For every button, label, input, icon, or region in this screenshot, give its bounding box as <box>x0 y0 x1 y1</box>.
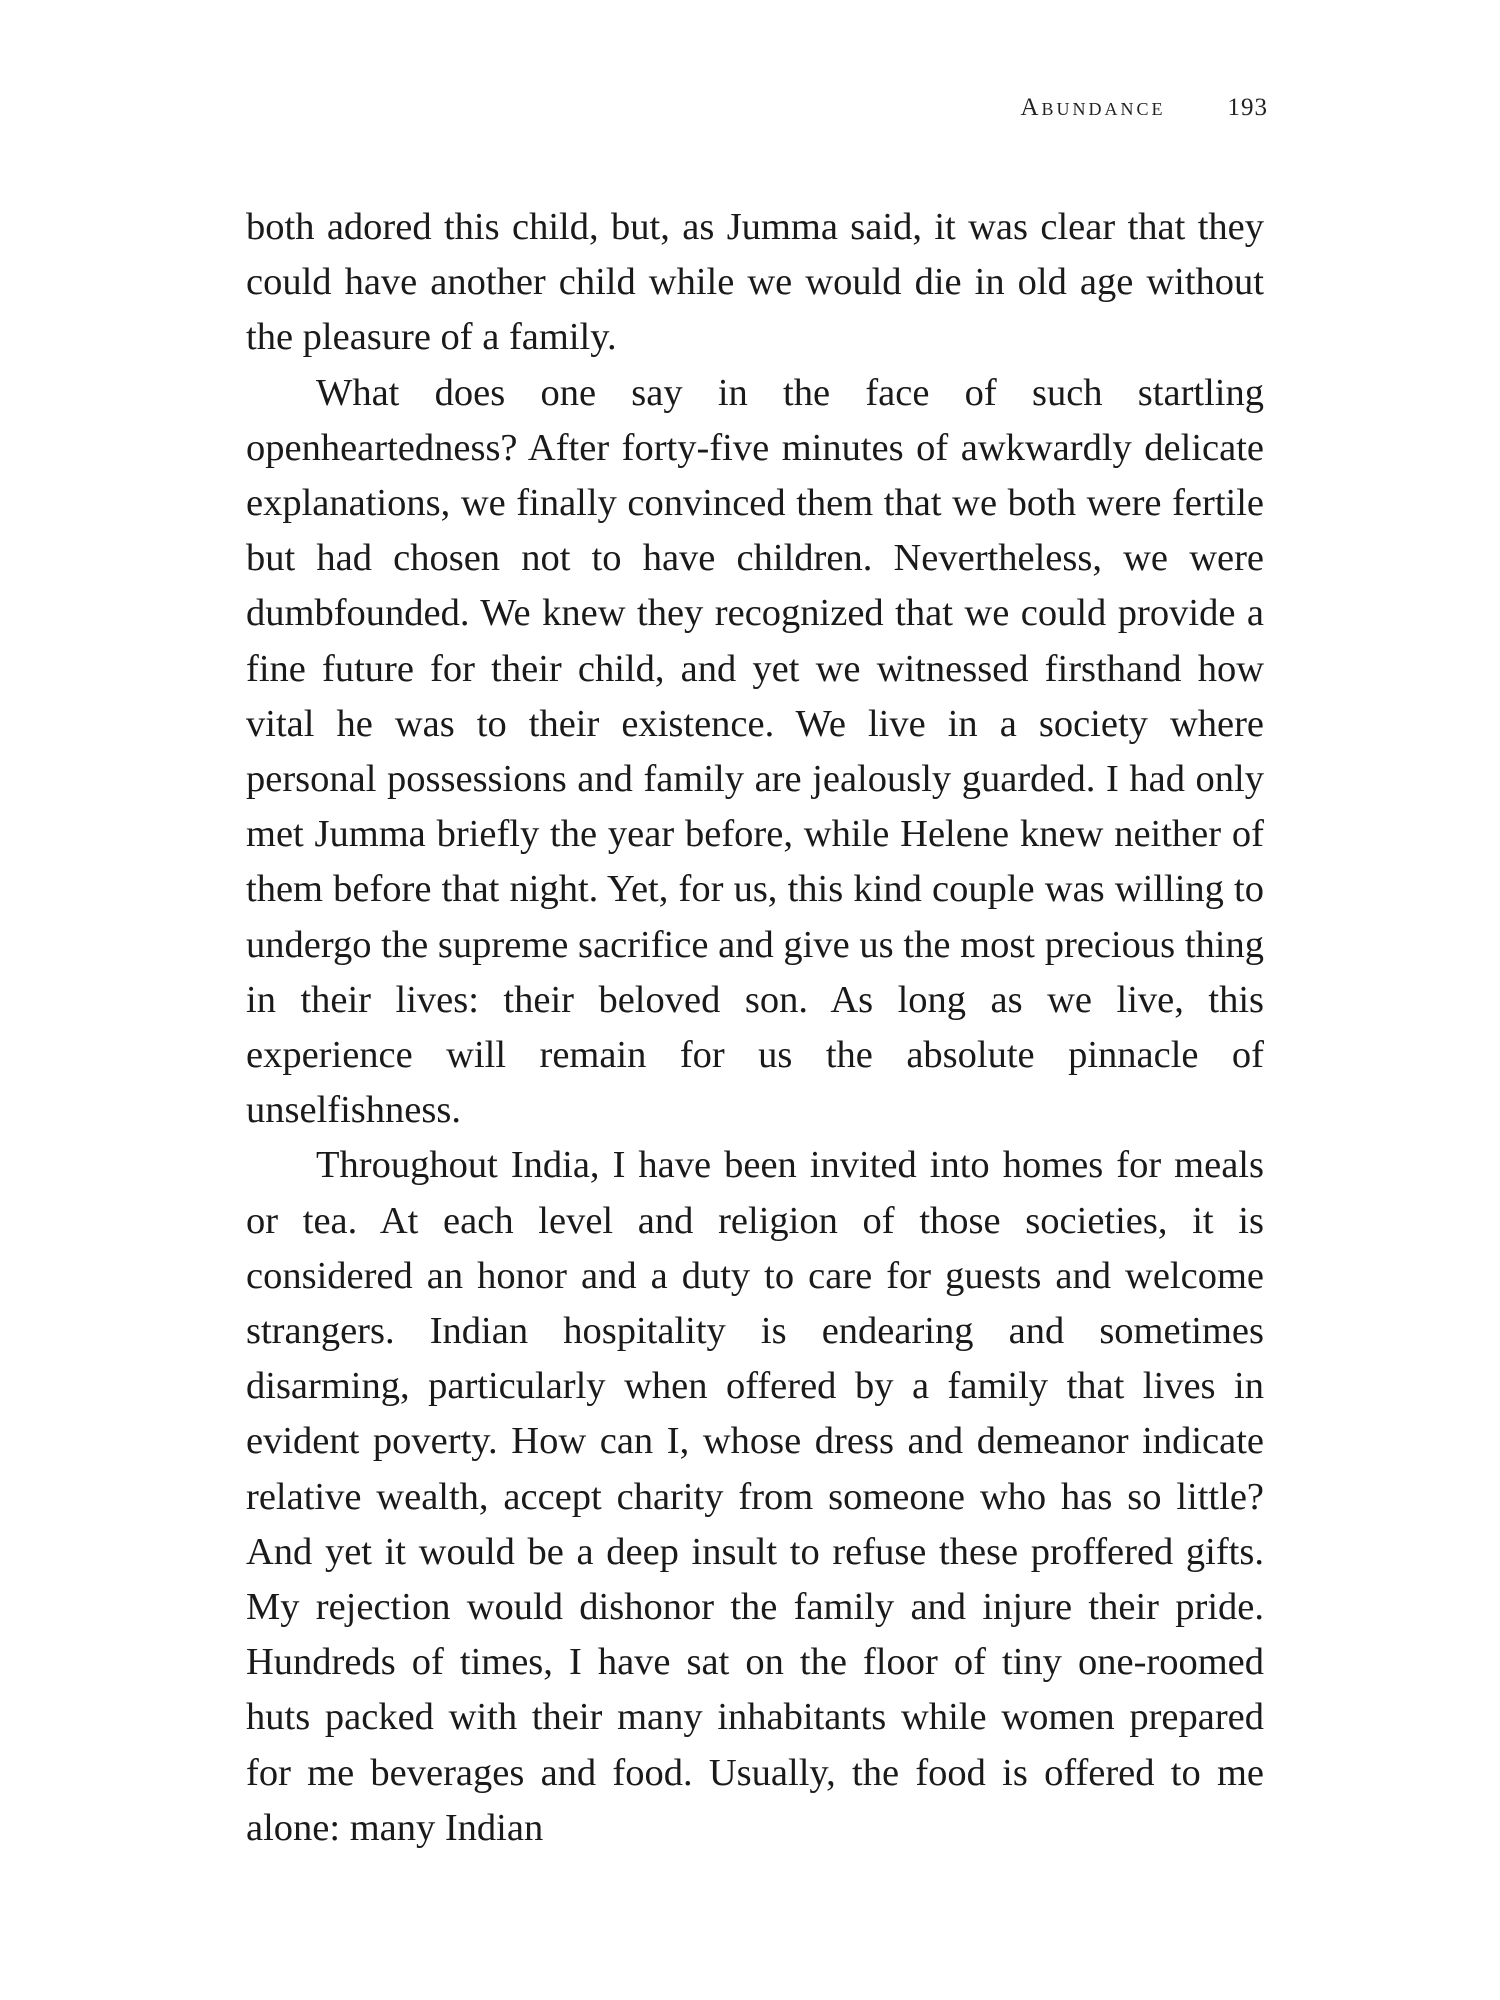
paragraph-1: both adored this child, but, as Jumma said, it was clear that they could have another child while we would die in old age without the pleasure of a family. <box>246 206 1264 359</box>
running-title: Abundance <box>1020 94 1166 121</box>
body-text <box>246 200 1264 1856</box>
running-head <box>1020 94 1268 122</box>
paragraph-3: Throughout India, I have been invited into homes for meals or tea. At each level and religion of those societies, it is considered an honor and a duty to care for guests and welcome strangers. Indian hospitality is endearing and sometimes disarming, particularly when offered by a family that lives in evident poverty. How can I, whose dress and demeanor indicate relative wealth, accept charity from someone who has so little? And yet it would be a deep insult to refuse these proffered gifts. My rejection would dishonor the family and injure their pride. Hundreds of times, I have sat on the floor of tiny one-roomed huts packed with their many inhabitants while women prepared for me beverages and food. Usually, the food is offered to me alone: many Indian <box>246 1144 1264 1849</box>
paragraph-2: What does one say in the face of such startling openheartedness? After forty-five minutes of awkwardly delicate explanations, we finally convinced them that we both were fertile but had chosen not to have children. Nevertheless, we were dumbfounded. We knew they recognized that we could provide a fine future for their child, and yet we witnessed firsthand how vital he was to their existence. We live in a society where personal possessions and family are jealously guarded. I had only met Jumma briefly the year before, while Helene knew neither of them before that night. Yet, for us, this kind couple was willing to undergo the supreme sacrifice and give us the most precious thing in their lives: their beloved son. As long as we live, this experience will remain for us the absolute pinnacle of unselfishness. <box>246 371 1264 1132</box>
page-number: 193 <box>1227 94 1268 121</box>
